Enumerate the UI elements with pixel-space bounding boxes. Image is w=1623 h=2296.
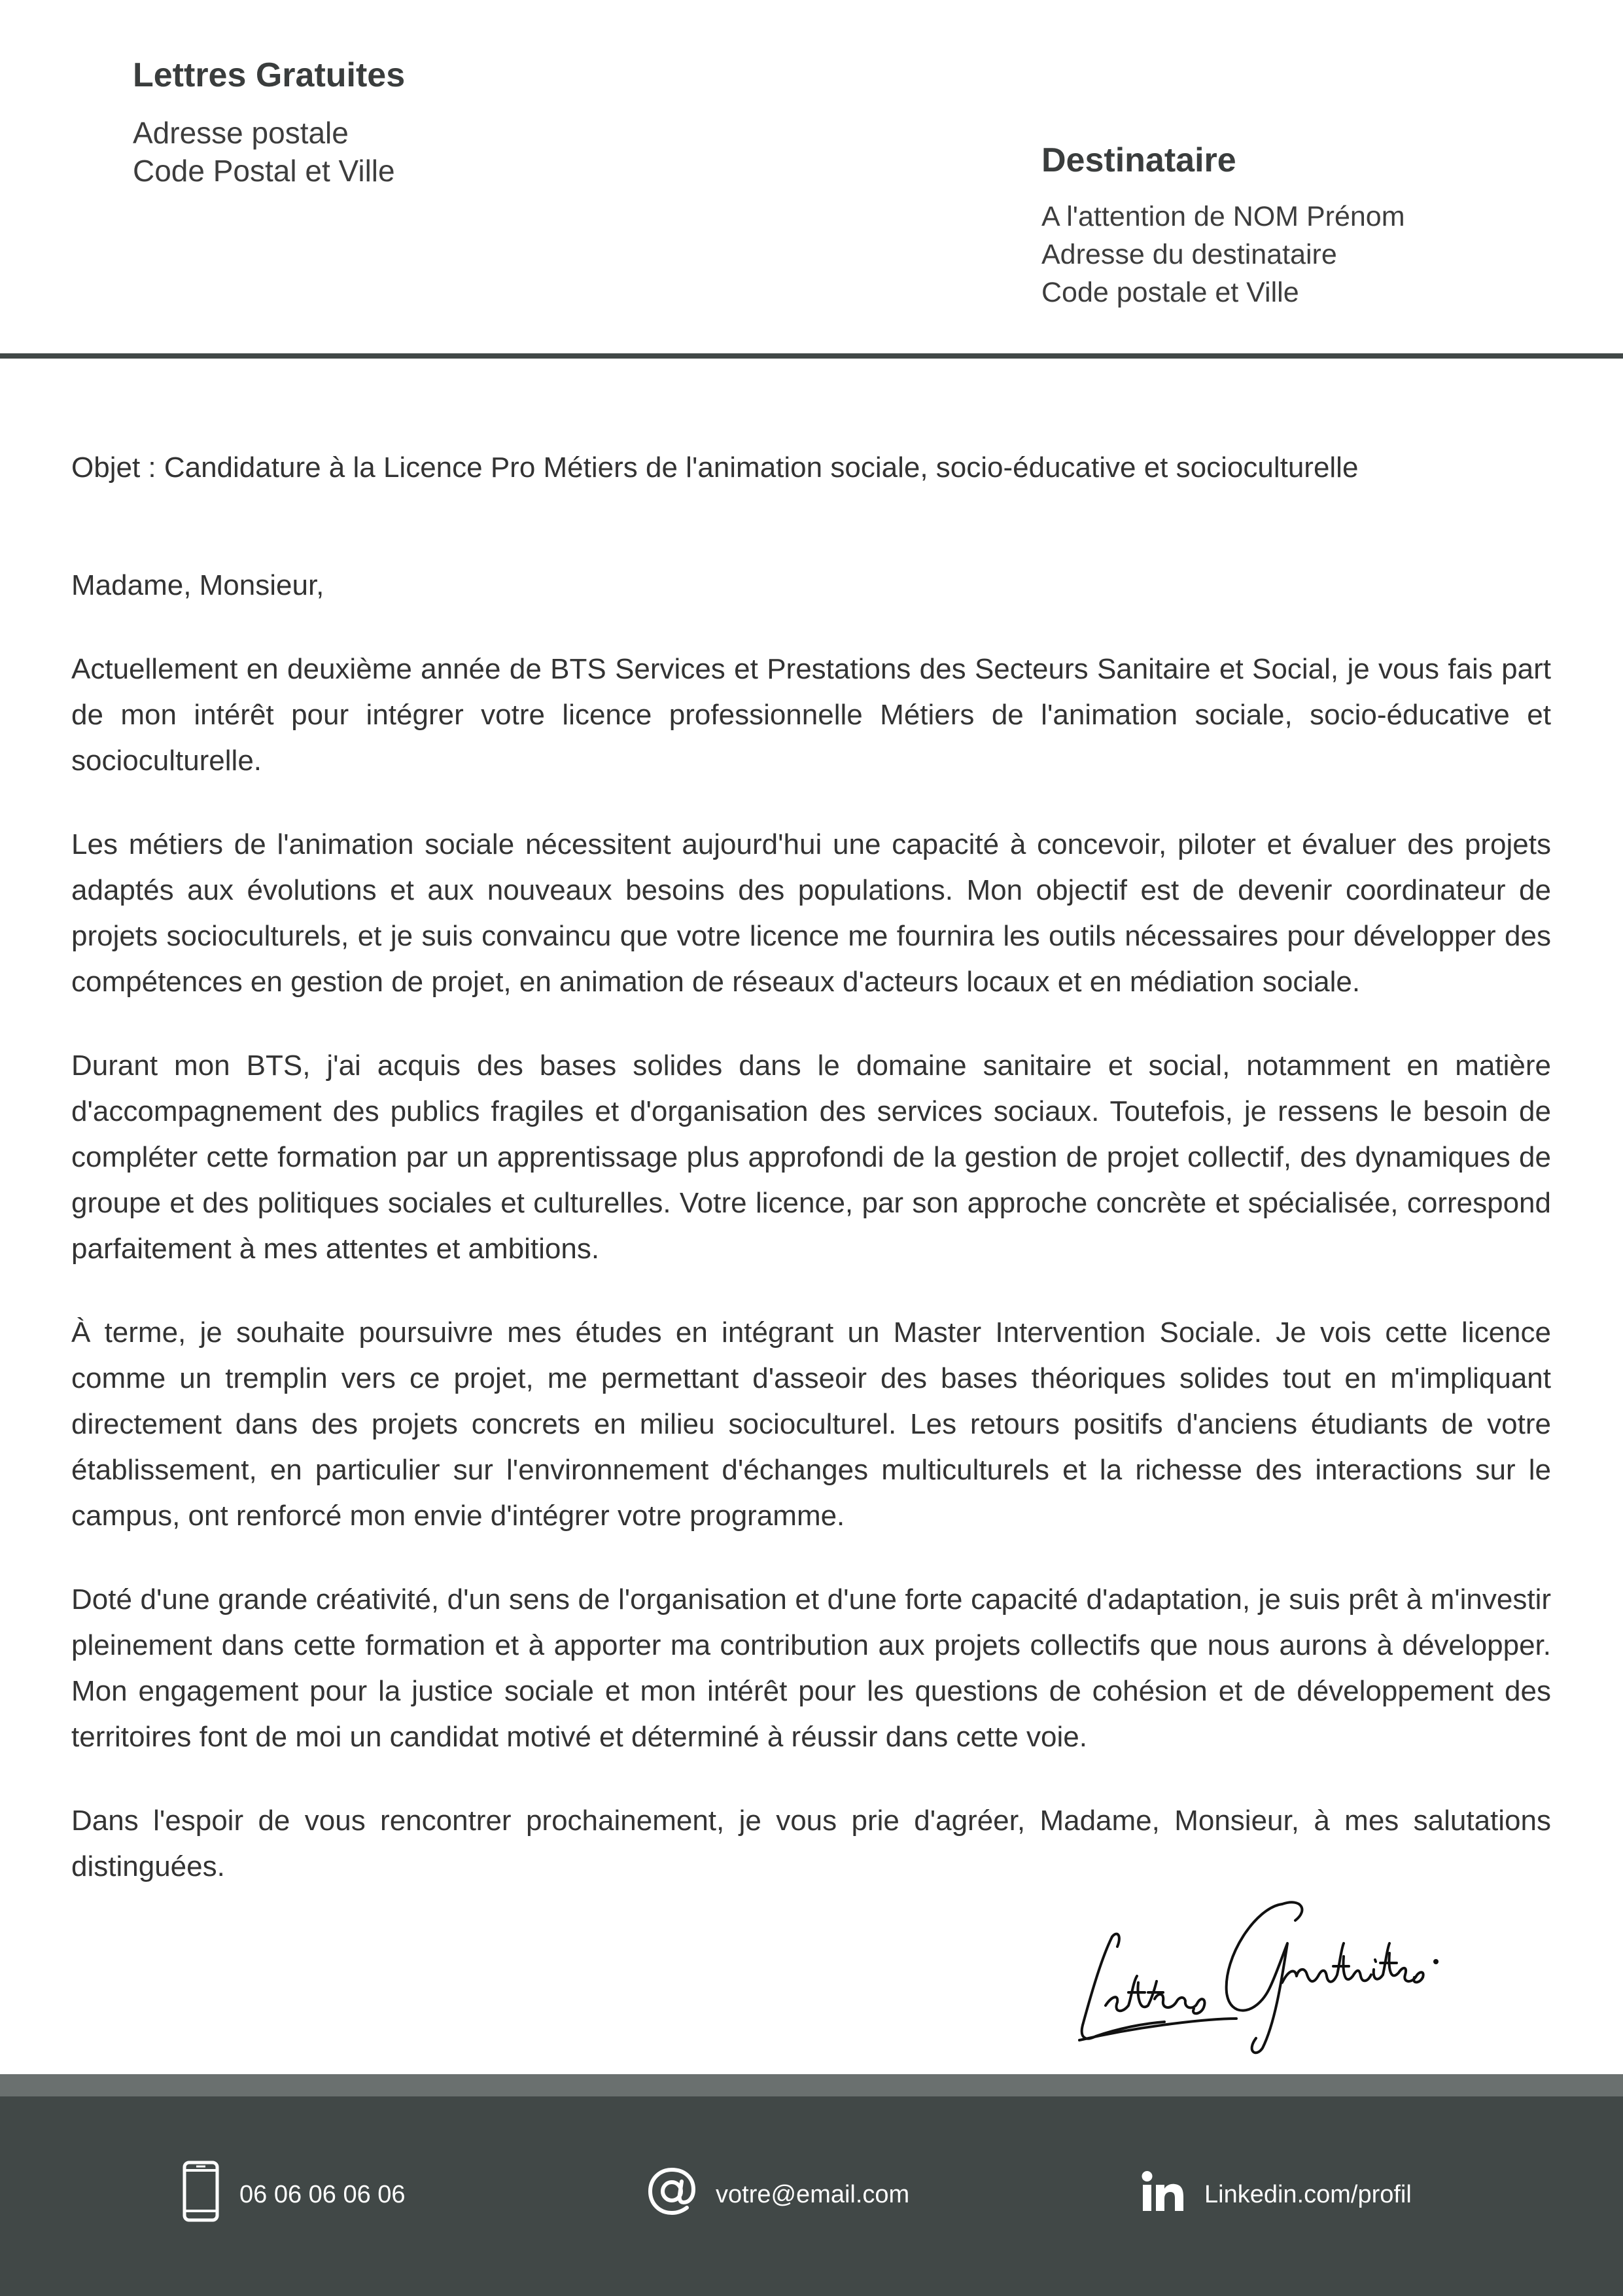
contact-email-text: votre@email.com xyxy=(716,2180,910,2208)
recipient-attention-line: A l'attention de NOM Prénom xyxy=(1041,201,1405,232)
sender-address-line: Adresse postale xyxy=(133,116,349,150)
phone-icon xyxy=(182,2160,220,2229)
letter-closing: Dans l'espoir de vous rencontrer prochainement, je vous prie d'agréer, Madame, Monsieur, à mes salutations distinguées. xyxy=(71,1805,1551,1882)
header-divider xyxy=(0,353,1623,359)
contact-phone-text: 06 06 06 06 06 xyxy=(239,2180,406,2208)
contact-linkedin-text: Linkedin.com/profil xyxy=(1204,2180,1412,2208)
contact-footer xyxy=(0,2096,1623,2296)
letter-paragraph: Actuellement en deuxième année de BTS Services et Prestations des Secteurs Sanitaire et Social, je vous fais part de mon intérêt pour intégrer votre licence professionnelle Métiers de l'animation sociale, socio-éducative et socioculturelle. xyxy=(71,653,1551,777)
sender-name: Lettres Gratuites xyxy=(133,56,406,94)
sender-block xyxy=(133,52,405,190)
letter-paragraph: Les métiers de l'animation sociale nécessitent aujourd'hui une capacité à concevoir, piloter et évaluer des projets adaptés aux évolutions et aux nouveaux besoins des populations. Mon objectif est de devenir coordinateur de projets socioculturels, et je suis convaincu que votre licence me fournira les outils nécessaires pour développer des compétences en gestion de projet, en animation de réseaux d'acteurs locaux et en médiation sociale. xyxy=(71,828,1551,998)
linkedin-icon xyxy=(1142,2170,1185,2219)
contact-phone[interactable] xyxy=(182,2162,406,2227)
recipient-title: Destinataire xyxy=(1041,141,1236,179)
letter-paragraph: Durant mon BTS, j'ai acquis des bases solides dans le domaine sanitaire et social, notamment en matière d'accompagnement des publics fragiles et d'organisation des services sociaux. Toutefois, je ressens le besoin de compléter cette formation par un apprentissage plus approfondi de la gestion de projet collectif, des dynamiques de groupe et des politiques sociales et culturelles. Votre licence, par son approche concrète et spécialisée, correspond parfaitement à mes attentes et ambitions. xyxy=(71,1050,1551,1265)
contact-email[interactable] xyxy=(648,2162,909,2227)
letter-subject: Objet : Candidature à la Licence Pro Métiers de l'animation sociale, socio-éducative et socioculturelle xyxy=(71,451,1359,484)
recipient-address-line: Adresse du destinataire xyxy=(1041,239,1337,270)
recipient-postal-line: Code postale et Ville xyxy=(1041,277,1299,308)
at-icon xyxy=(648,2167,696,2222)
letter-salutation: Madame, Monsieur, xyxy=(71,569,324,601)
footer-accent-band xyxy=(0,2074,1623,2096)
contact-linkedin[interactable] xyxy=(1142,2162,1412,2227)
recipient-block xyxy=(1041,137,1405,311)
letter-paragraph: À terme, je souhaite poursuivre mes études en intégrant un Master Intervention Sociale. Je vois cette licence comme un tremplin vers ce projet, me permettant d'asseoir des bases théoriques solides tout en m'impliquant directement dans des projets concrets en milieu socioculturel. Les retours positifs d'anciens étudiants de votre établissement, en particulier sur l'environnement d'échanges multiculturels et la richesse des interactions sur le campus, ont renforcé mon envie d'intégrer votre programme. xyxy=(71,1316,1551,1532)
signature-image xyxy=(1066,1884,1446,2055)
letter-paragraph: Doté d'une grande créativité, d'un sens de l'organisation et d'une forte capacité d'adaptation, je suis prêt à m'investir pleinement dans cette formation et à apporter ma contribution aux projets collectifs que nous aurons à développer. Mon engagement pour la justice sociale et mon intérêt pour les questions de cohésion et de développement des territoires font de moi un candidat motivé et déterminé à réussir dans cette voie. xyxy=(71,1583,1551,1753)
sender-postal-line: Code Postal et Ville xyxy=(133,154,395,188)
letter-body xyxy=(71,445,1551,1928)
